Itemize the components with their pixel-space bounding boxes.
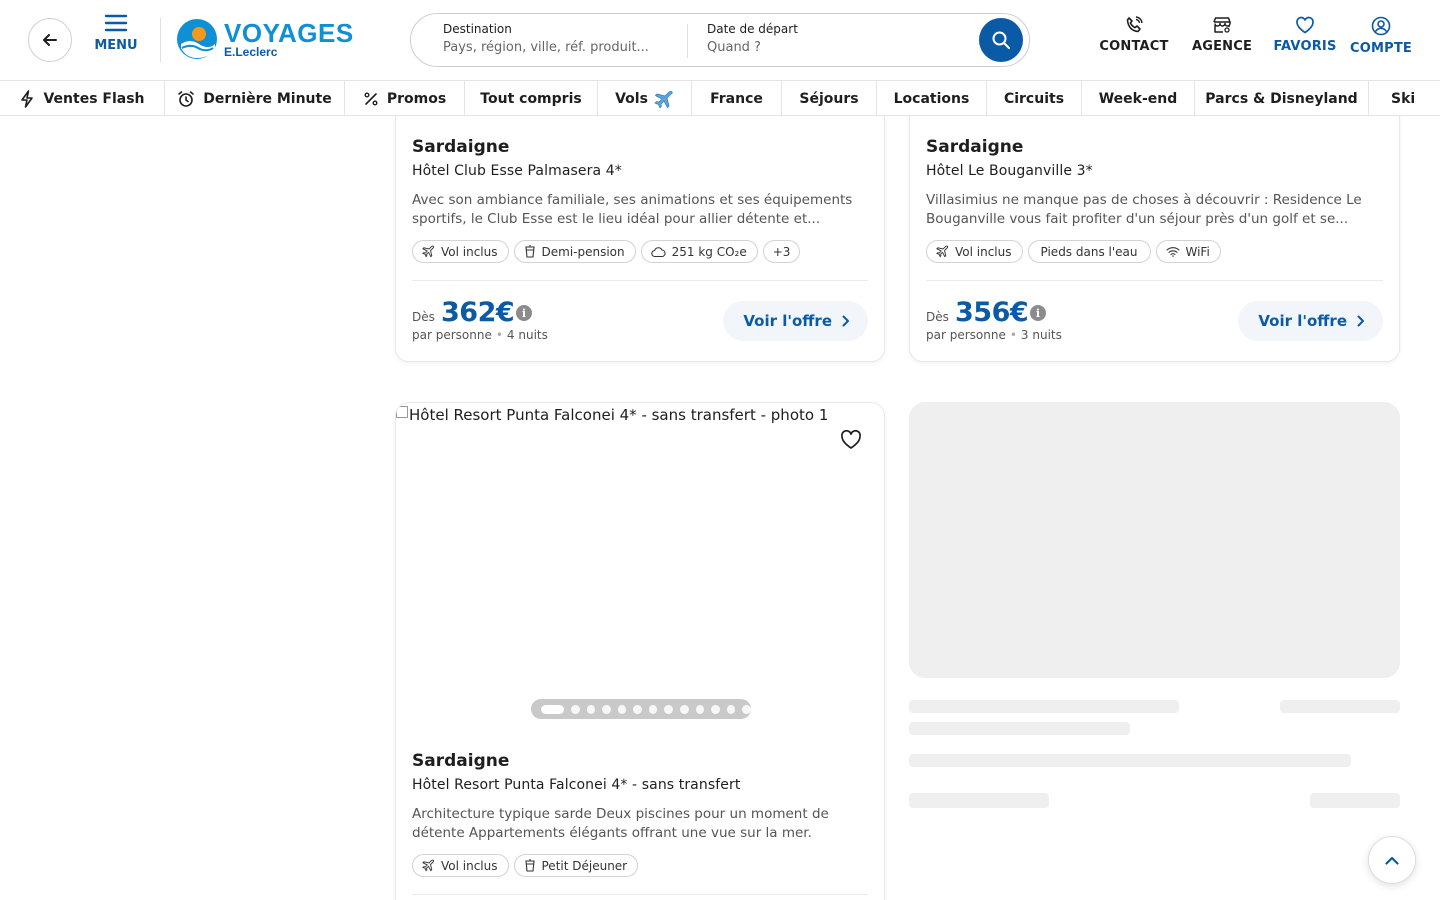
chevron-right-icon	[842, 315, 850, 327]
percent-icon	[363, 91, 379, 107]
nav-label: Parcs & Disneyland	[1205, 90, 1358, 107]
price-prefix: Dès	[926, 310, 949, 324]
date-field[interactable]	[707, 22, 947, 60]
nav-item-week-end[interactable]	[1082, 81, 1195, 116]
category-nav	[0, 81, 1440, 116]
loading-skeleton-line	[909, 793, 1049, 808]
arrow-left-icon	[40, 30, 60, 50]
carousel-dot[interactable]	[680, 705, 689, 714]
date-label: Date de départ	[707, 22, 798, 36]
user-circle-icon	[1371, 16, 1391, 36]
nav-item-sejours[interactable]	[782, 81, 877, 116]
offer-hotel-name: Hôtel Resort Punta Falconei 4* - sans transfert	[412, 777, 741, 793]
card-divider	[412, 894, 868, 895]
favorite-heart-icon[interactable]	[840, 429, 862, 451]
photo-alt-text	[396, 406, 828, 424]
search-icon	[991, 30, 1011, 50]
offer-hotel-name: Hôtel Le Bouganville 3*	[926, 163, 1093, 179]
price-value: 362€	[441, 297, 515, 328]
offer-card[interactable]	[395, 80, 885, 362]
carousel-dot[interactable]	[587, 705, 596, 714]
offer-card-body	[412, 137, 868, 341]
offer-description: Architecture typique sarde Deux piscines pour un moment de détente Appartements élégants offrant une vue sur la mer.	[412, 806, 829, 841]
per-person-label: par personne	[926, 328, 1006, 342]
favoris-label: FAVORIS	[1273, 39, 1337, 54]
agence-label: AGENCE	[1191, 39, 1253, 54]
offer-card-body	[926, 137, 1383, 341]
price-value: 356€	[955, 297, 1029, 328]
info-icon[interactable]: i	[516, 305, 532, 321]
carousel-dot[interactable]	[727, 705, 736, 714]
store-icon	[1212, 16, 1232, 34]
offer-tags	[926, 240, 1383, 263]
tag-vol-inclus	[412, 854, 509, 877]
search-button[interactable]	[979, 18, 1023, 62]
tag-label: Vol inclus	[441, 244, 498, 259]
photo-alt-label: Hôtel Resort Punta Falconei 4* - sans transfert - photo 1	[409, 406, 829, 424]
cup-icon	[524, 245, 536, 258]
nav-item-circuits[interactable]	[987, 81, 1082, 116]
chevron-up-icon	[1385, 856, 1399, 865]
loading-skeleton-line	[1280, 700, 1400, 713]
carousel-dots	[531, 699, 751, 719]
compte-button[interactable]	[1349, 16, 1413, 60]
carousel-dot[interactable]	[602, 705, 611, 714]
offer-description: Avec son ambiance familiale, ses animations et ses équipements sportifs, le Club Esse est le lieu idéal pour allier détente et...	[412, 192, 853, 227]
menu-button[interactable]	[90, 14, 142, 66]
destination-field[interactable]	[443, 22, 683, 60]
photo-carousel[interactable]	[396, 403, 885, 723]
tag-wifi	[1156, 240, 1221, 263]
carousel-dot[interactable]	[618, 705, 627, 714]
price-detail: par personne • 4 nuits	[412, 328, 548, 342]
tag-label: Petit Déjeuner	[541, 858, 628, 873]
carousel-dot[interactable]	[711, 705, 720, 714]
tag-label: Vol inclus	[441, 858, 498, 873]
alarm-clock-icon	[177, 90, 195, 108]
cup-icon	[524, 859, 536, 872]
search-bar	[410, 13, 1030, 67]
price-detail: par personne • 3 nuits	[926, 328, 1062, 342]
airplane-icon	[654, 90, 674, 108]
loading-skeleton-line	[909, 754, 1351, 767]
agence-button[interactable]	[1190, 16, 1254, 60]
contact-button[interactable]	[1100, 16, 1168, 60]
nav-label: Circuits	[1003, 90, 1065, 107]
offer-description: Villasimius ne manque pas de choses à découvrir : Residence Le Bouganville vous fait profiter d'un séjour près d'un golf et se...	[926, 192, 1362, 227]
offer-region: Sardaigne	[412, 137, 510, 157]
tag-label: +3	[772, 244, 791, 259]
voir-offre-label: Voir l'offre	[1258, 312, 1347, 330]
site-logo[interactable]	[176, 18, 354, 62]
menu-label: MENU	[94, 38, 138, 53]
nav-label: Ski	[1391, 90, 1416, 107]
carousel-dot[interactable]	[633, 705, 642, 714]
contact-label: CONTACT	[1099, 39, 1169, 54]
favoris-button[interactable]	[1273, 16, 1337, 60]
nav-label: France	[710, 90, 763, 107]
hamburger-icon	[104, 14, 128, 32]
compte-label: COMPTE	[1349, 41, 1412, 56]
info-icon[interactable]: i	[1030, 305, 1046, 321]
loading-skeleton-line	[909, 722, 1130, 735]
offer-tags	[412, 240, 868, 263]
loading-skeleton-line	[1310, 793, 1400, 808]
nav-item-promos[interactable]	[345, 81, 465, 116]
cloud-icon	[651, 246, 666, 258]
nav-item-tout-compris[interactable]	[465, 81, 598, 116]
lightning-icon	[19, 90, 35, 108]
broken-image-icon	[396, 406, 408, 418]
wifi-icon	[1166, 246, 1180, 257]
per-person-label: par personne	[412, 328, 492, 342]
tag-vol-inclus	[412, 240, 509, 263]
nav-label: Locations	[893, 90, 970, 107]
offer-hotel-name: Hôtel Club Esse Palmasera 4*	[412, 163, 622, 179]
nights-label: 3 nuits	[1020, 328, 1062, 342]
nav-item-vols[interactable]	[598, 81, 692, 116]
carousel-dot[interactable]	[696, 705, 705, 714]
carousel-dot[interactable]	[649, 705, 658, 714]
tag-petit-dejeuner	[514, 854, 639, 877]
logo-word: VOYAGES	[224, 18, 354, 48]
tag-label: Demi-pension	[541, 244, 625, 259]
destination-input[interactable]	[443, 40, 683, 55]
nav-item-locations[interactable]	[877, 81, 987, 116]
nav-item-ventes-flash[interactable]	[0, 81, 165, 116]
price-prefix: Dès	[412, 310, 435, 324]
loading-skeleton-line	[909, 700, 1179, 713]
voir-offre-button[interactable]	[723, 301, 868, 341]
destination-label: Destination	[443, 22, 512, 36]
nights-label: 4 nuits	[506, 328, 548, 342]
plane-icon	[422, 859, 435, 872]
nav-label: Week-end	[1098, 90, 1178, 107]
nav-label: Ventes Flash	[43, 90, 145, 107]
header-divider	[160, 18, 161, 62]
logo-emblem-icon	[176, 18, 218, 60]
carousel-dot[interactable]	[664, 705, 673, 714]
carousel-dot[interactable]	[742, 705, 751, 714]
tag-label: WiFi	[1185, 244, 1210, 259]
chevron-right-icon	[1357, 315, 1365, 327]
offer-tags	[412, 854, 868, 877]
price-row	[926, 281, 1383, 341]
search-divider	[687, 24, 688, 58]
tag-label: Vol inclus	[955, 244, 1012, 259]
nav-label: Promos	[386, 90, 447, 107]
offer-region: Sardaigne	[412, 751, 510, 771]
phone-icon	[1125, 16, 1143, 34]
nav-item-parcs-disneyland[interactable]	[1195, 81, 1369, 116]
plane-icon	[936, 245, 949, 258]
plane-icon	[422, 245, 435, 258]
price-row	[412, 281, 868, 341]
tag-more[interactable]	[763, 240, 801, 263]
nav-label: Séjours	[799, 90, 859, 107]
nav-label: Tout compris	[480, 90, 582, 107]
voir-offre-button[interactable]	[1238, 301, 1383, 341]
tag-vol-inclus	[926, 240, 1023, 263]
nav-item-derniere-minute[interactable]	[165, 81, 345, 116]
carousel-dot[interactable]	[541, 705, 564, 714]
tag-label: Pieds dans l'eau	[1040, 244, 1138, 259]
nav-item-ski[interactable]	[1369, 81, 1440, 116]
date-input[interactable]	[707, 40, 947, 55]
voir-offre-label: Voir l'offre	[743, 312, 832, 330]
logo-subtitle: E.Leclerc	[224, 45, 278, 59]
nav-label: Vols	[615, 90, 648, 107]
carousel-dot[interactable]	[571, 705, 580, 714]
nav-label: Dernière Minute	[203, 90, 332, 107]
nav-item-france[interactable]	[692, 81, 782, 116]
offer-card[interactable]	[909, 80, 1400, 362]
offer-region: Sardaigne	[926, 137, 1024, 157]
tag-pieds-dans-leau	[1028, 240, 1151, 263]
offer-card[interactable]	[395, 402, 885, 900]
tag-demi-pension	[514, 240, 636, 263]
tag-carbon	[641, 240, 758, 263]
site-header	[0, 0, 1440, 81]
back-button[interactable]	[28, 18, 72, 62]
offer-card-body	[412, 751, 868, 895]
tag-label: 251 kg CO₂e	[671, 244, 747, 259]
heart-icon	[1295, 16, 1315, 34]
scroll-to-top-button[interactable]	[1368, 836, 1416, 884]
loading-skeleton-image	[909, 402, 1400, 678]
